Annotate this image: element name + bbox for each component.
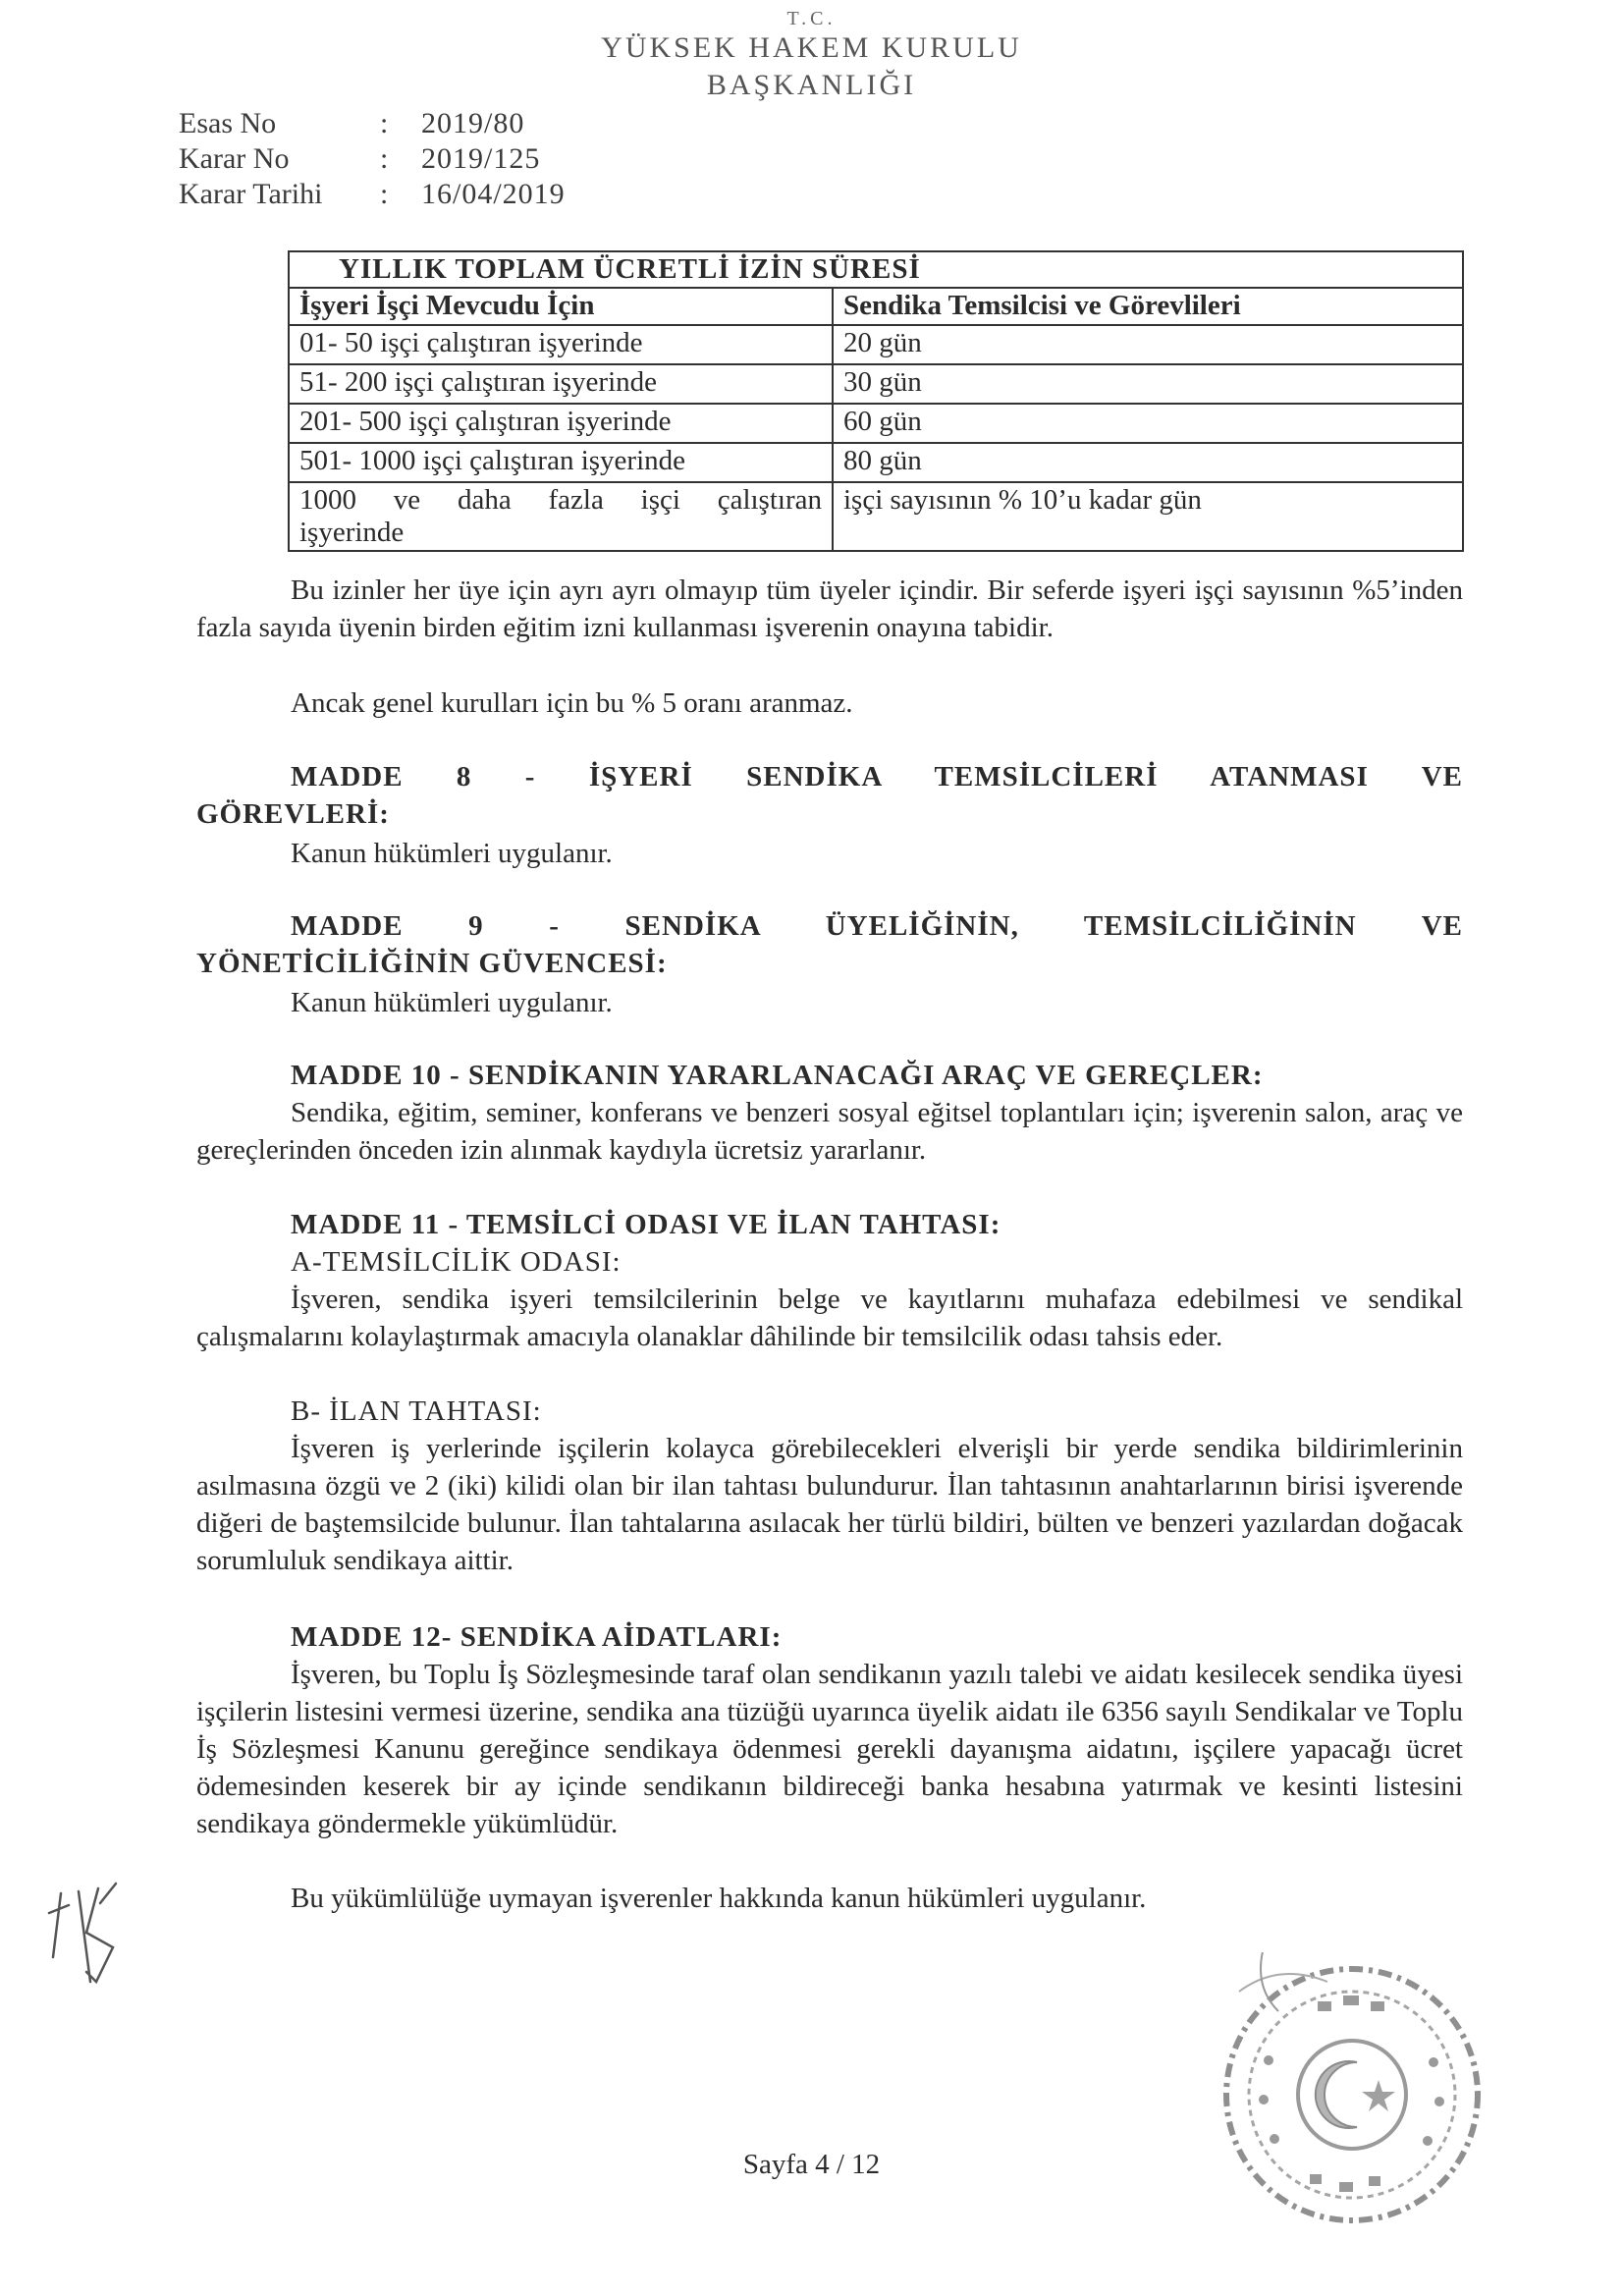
table-col-header-representatives: Sendika Temsilcisi ve Görevlileri <box>833 288 1463 324</box>
madde12-body: İşveren, bu Toplu İş Sözleşmesinde taraf olan sendikanın yazılı talebi ve aidatı kesilecek sendika üyesi işçilerin listesini vermesi üzerine, sendika ana tüzüğü uyarınca üyelik aidatı ile 6356 sayılı Sendikalar ve Toplu İş Sözleşmesi Kanunu gereğince sendikaya ödenmesi gerekli dayanışma aidatını, işçilere yapacağı ücret ödemesinden keserek bir ay içinde sendikanın bildireceği banka hesabına yatırmak ve kesinti listesini sendikaya göndermekle yükümlüdür. <box>196 1659 1463 1839</box>
org-name-line2: BAŞKANLIĞI <box>706 69 917 101</box>
madde9-title-line2: YÖNETİCİLİĞİNİN GÜVENCESİ: <box>196 948 668 979</box>
madde11-body-b: İşveren iş yerlerinde işçilerin kolayca görebilecekleri elverişli bir yerde sendika bildirimlerinin asılmasına özgü ve 2 (iki) kilidi olan bir ilan tahtası bulundurur. İlan tahtasının anahtarlarının birisi işverende diğeri de baştemsilcide bulunur. İlan tahtalarına asılacak her türlü bildiri, bülten ve benzeri yazılardan doğacak sorumluluk sendikaya aittir. <box>196 1433 1463 1576</box>
meta-row-esas <box>179 106 566 141</box>
madde11-body-a: İşveren, sendika işyeri temsilcilerinin belge ve kayıtlarını muhafaza edebilmesi ve sendikal çalışmalarını kolaylaştırmak amacıyla olanaklar dâhilinde bir temsilcilik odası tahsis eder. <box>196 1284 1463 1352</box>
header-top-mark: T.C. <box>786 8 837 29</box>
leave-exception-paragraph: Ancak genel kurulları için bu % 5 oranı aranmaz. <box>291 687 853 719</box>
table-cell <box>289 482 833 552</box>
page-number-label: Sayfa 4 / 12 <box>742 2149 881 2180</box>
meta-label: Esas No <box>179 107 277 139</box>
madde9-title-line1: MADDE 9 - SENDİKA ÜYELİĞİNİN, TEMSİLCİLİĞİNİN VE <box>291 910 1463 942</box>
table-cell: 20 gün <box>833 325 1463 364</box>
madde8-title-line2: GÖREVLERİ: <box>196 798 390 830</box>
org-name-line1: YÜKSEK HAKEM KURULU <box>601 31 1022 64</box>
table-row <box>289 443 1463 482</box>
table-cell: 01- 50 işçi çalıştıran işyerinde <box>289 325 833 364</box>
table-cell: 30 gün <box>833 364 1463 404</box>
meta-sep: : <box>380 178 389 210</box>
table-col-header-workers: İşyeri İşçi Mevcudu İçin <box>289 288 833 324</box>
leave-duration-table <box>288 250 1464 552</box>
table-header-row <box>289 288 1463 324</box>
madde9-body: Kanun hükümleri uygulanır. <box>291 987 613 1018</box>
madde11-subheading-b: B- İLAN TAHTASI: <box>291 1395 542 1427</box>
table-cell: işçi sayısının % 10’u kadar gün <box>833 482 1463 552</box>
meta-value: 2019/125 <box>421 142 541 175</box>
table-row <box>289 404 1463 443</box>
table-cell: 80 gün <box>833 443 1463 482</box>
table-row <box>289 364 1463 404</box>
madde8-body: Kanun hükümleri uygulanır. <box>291 838 613 869</box>
meta-value: 2019/80 <box>421 107 525 139</box>
meta-row-karar <box>179 141 566 177</box>
table-row <box>289 482 1463 552</box>
madde10-title: MADDE 10 - SENDİKANIN YARARLANACAĞI ARAÇ VE GEREÇLER: <box>291 1060 1264 1091</box>
table-cell: 51- 200 işçi çalıştıran işyerinde <box>289 364 833 404</box>
table-title-row <box>289 251 1463 288</box>
meta-sep: : <box>380 107 389 139</box>
leave-note-paragraph: Bu izinler her üye için ayrı ayrı olmayıp tüm üyeler içindir. Bir seferde işyeri işçi sayısının %5’inden fazla sayıda üyenin birden eğitim izni kullanması işverenin onayına tabidir. <box>196 574 1463 643</box>
madde10-body: Sendika, eğitim, seminer, konferans ve benzeri sosyal eğitsel toplantıları için; işverenin salon, araç ve gereçlerinden önceden izin alınmak kaydıyla ücretsiz yararlanır. <box>196 1097 1463 1166</box>
handwritten-note-mark <box>39 1864 137 2011</box>
table-cell-line: işyerinde <box>299 517 405 549</box>
madde8-title-line1: MADDE 8 - İŞYERİ SENDİKA TEMSİLCİLERİ ATANMASI VE <box>291 761 1463 793</box>
table-cell: 201- 500 işçi çalıştıran işyerinde <box>289 404 833 443</box>
table-row <box>289 325 1463 364</box>
meta-sep: : <box>380 142 389 175</box>
table-cell-line: 1000 ve daha fazla işçi çalıştıran <box>299 483 822 516</box>
table-cell: 60 gün <box>833 404 1463 443</box>
table-title: YILLIK TOPLAM ÜCRETLİ İZİN SÜRESİ <box>289 251 1463 288</box>
table-cell: 501- 1000 işçi çalıştıran işyerinde <box>289 443 833 482</box>
madde11-title: MADDE 11 - TEMSİLCİ ODASI VE İLAN TAHTASI: <box>291 1209 1001 1240</box>
madde12-title: MADDE 12- SENDİKA AİDATLARI: <box>291 1621 783 1653</box>
madde12-body2: Bu yükümlülüğe uymayan işverenler hakkında kanun hükümleri uygulanır. <box>291 1883 1147 1914</box>
meta-label: Karar Tarihi <box>179 178 323 210</box>
case-metadata <box>179 106 566 212</box>
meta-label: Karar No <box>179 142 290 175</box>
madde11-subheading-a: A-TEMSİLCİLİK ODASI: <box>291 1246 622 1278</box>
meta-row-tarih <box>179 177 566 212</box>
meta-value: 16/04/2019 <box>421 178 566 210</box>
official-seal-icon <box>1210 1952 1494 2237</box>
